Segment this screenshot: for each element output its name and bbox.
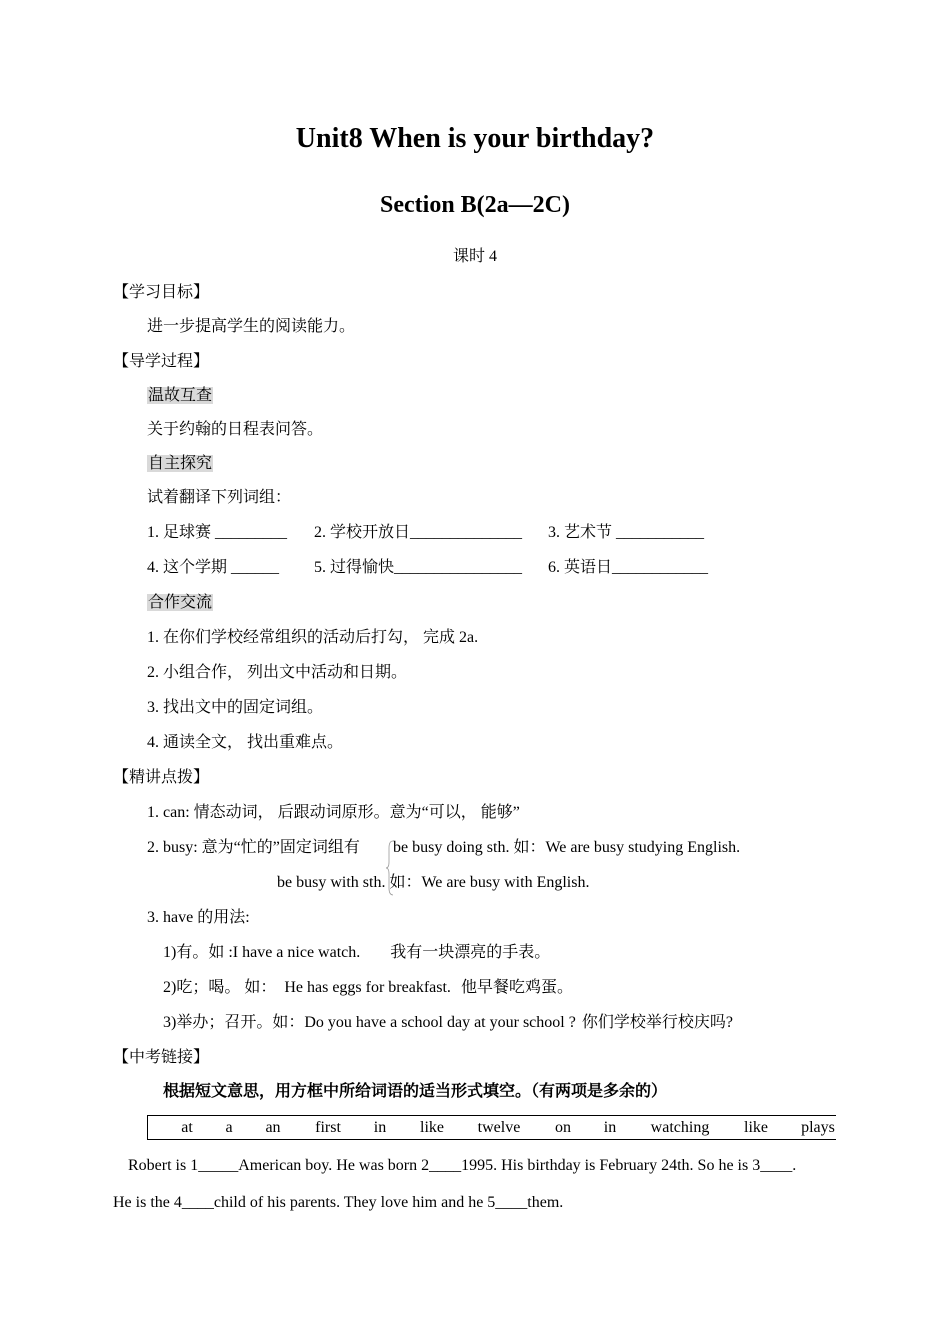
section-title: Section B(2a—2C) bbox=[380, 192, 570, 218]
phrase-item: 1. 足球赛 _________ bbox=[147, 524, 288, 541]
have-usage-meaning: 3)举办；召开。如：Do you have a school day at your school ? bbox=[163, 1014, 576, 1031]
objectives-heading: 【学习目标】 bbox=[113, 284, 210, 301]
phrase-item: 4. 这个学期 ______ bbox=[147, 559, 280, 576]
have-intro: 3. have 的用法: bbox=[147, 909, 250, 926]
self-study-label-text: 自主探究 bbox=[148, 455, 213, 472]
word-bank-item: a bbox=[225, 1119, 233, 1136]
self-study-label bbox=[147, 454, 213, 474]
page-title: Unit8 When is your birthday? bbox=[295, 123, 655, 154]
cooperation-item: 3. 找出文中的固定词组。 bbox=[147, 699, 324, 716]
have-usage bbox=[163, 978, 573, 998]
passage-line: Robert is 1_____American boy. He was born 2____1995. His birthday is February 24th. So he is 3____. bbox=[128, 1157, 797, 1174]
busy-intro: 2. busy: 意为“忙的”固定词组有 bbox=[147, 839, 360, 856]
cooperation-item: 1. 在你们学校经常组织的活动后打勾， 完成 2a. bbox=[147, 629, 479, 646]
word-bank-item: on bbox=[555, 1119, 571, 1136]
can-note: 1. can: 情态动词， 后跟动词原形。意为“可以， 能够” bbox=[147, 804, 520, 821]
word-bank-item: in bbox=[603, 1119, 617, 1136]
busy-phrase-with: be busy with sth. 如：We are busy with English. bbox=[277, 874, 590, 891]
objectives-text: 进一步提高学生的阅读能力。 bbox=[147, 318, 356, 335]
word-bank-item: twelve bbox=[477, 1119, 521, 1136]
phrase-item: 5. 过得愉快________________ bbox=[314, 559, 523, 576]
busy-phrase-doing: be busy doing sth. 如：We are busy studying English. bbox=[393, 839, 741, 856]
phrase-item: 2. 学校开放日______________ bbox=[314, 524, 523, 541]
passage-line: He is the 4____child of his parents. They love him and he 5____them. bbox=[113, 1194, 564, 1211]
review-label bbox=[147, 386, 213, 406]
exam-instruction: 根据短文意思，用方框中所给词语的适当形式填空。（有两项是多余的） bbox=[163, 1083, 668, 1100]
cooperation-item: 4. 通读全文， 找出重难点。 bbox=[147, 734, 344, 751]
have-usage bbox=[163, 943, 550, 963]
exam-link-heading: 【中考链接】 bbox=[113, 1049, 210, 1066]
word-bank-box bbox=[147, 1115, 836, 1140]
lesson-label: 课时 4 bbox=[452, 248, 497, 265]
have-usage-translation: 我有一块漂亮的手表。 bbox=[390, 944, 551, 961]
have-usage-meaning: 2)吃；喝。 如： He has eggs for breakfast. bbox=[163, 979, 451, 996]
explanation-heading: 【精讲点拨】 bbox=[113, 769, 210, 786]
word-bank-item: first bbox=[315, 1119, 341, 1136]
have-usage-meaning: 1)有。如 :I have a nice watch. bbox=[163, 944, 361, 961]
phrase-item: 6. 英语日____________ bbox=[548, 559, 709, 576]
have-usage-translation: 你们学校举行校庆吗? bbox=[581, 1014, 733, 1031]
process-heading: 【导学过程】 bbox=[113, 353, 210, 370]
phrase-item: 3. 艺术节 ___________ bbox=[548, 524, 705, 541]
self-study-instruction: 试着翻译下列词组： bbox=[147, 489, 292, 506]
word-bank-item: at bbox=[181, 1119, 193, 1136]
word-bank-item: watching bbox=[650, 1119, 710, 1136]
word-bank-item: an bbox=[265, 1119, 281, 1136]
cooperation-label bbox=[147, 593, 213, 613]
review-text: 关于约翰的日程表问答。 bbox=[147, 421, 324, 438]
cooperation-label-text: 合作交流 bbox=[148, 594, 213, 611]
have-usage-translation: 他早餐吃鸡蛋。 bbox=[460, 979, 573, 996]
review-label-text: 温故互查 bbox=[148, 387, 213, 404]
word-bank-item: plays bbox=[801, 1119, 835, 1136]
have-usage bbox=[163, 1013, 733, 1033]
word-bank-item: in bbox=[373, 1119, 387, 1136]
cooperation-item: 2. 小组合作， 列出文中活动和日期。 bbox=[147, 664, 408, 681]
word-bank-item: like bbox=[420, 1119, 444, 1136]
word-bank-item: like bbox=[744, 1119, 768, 1136]
